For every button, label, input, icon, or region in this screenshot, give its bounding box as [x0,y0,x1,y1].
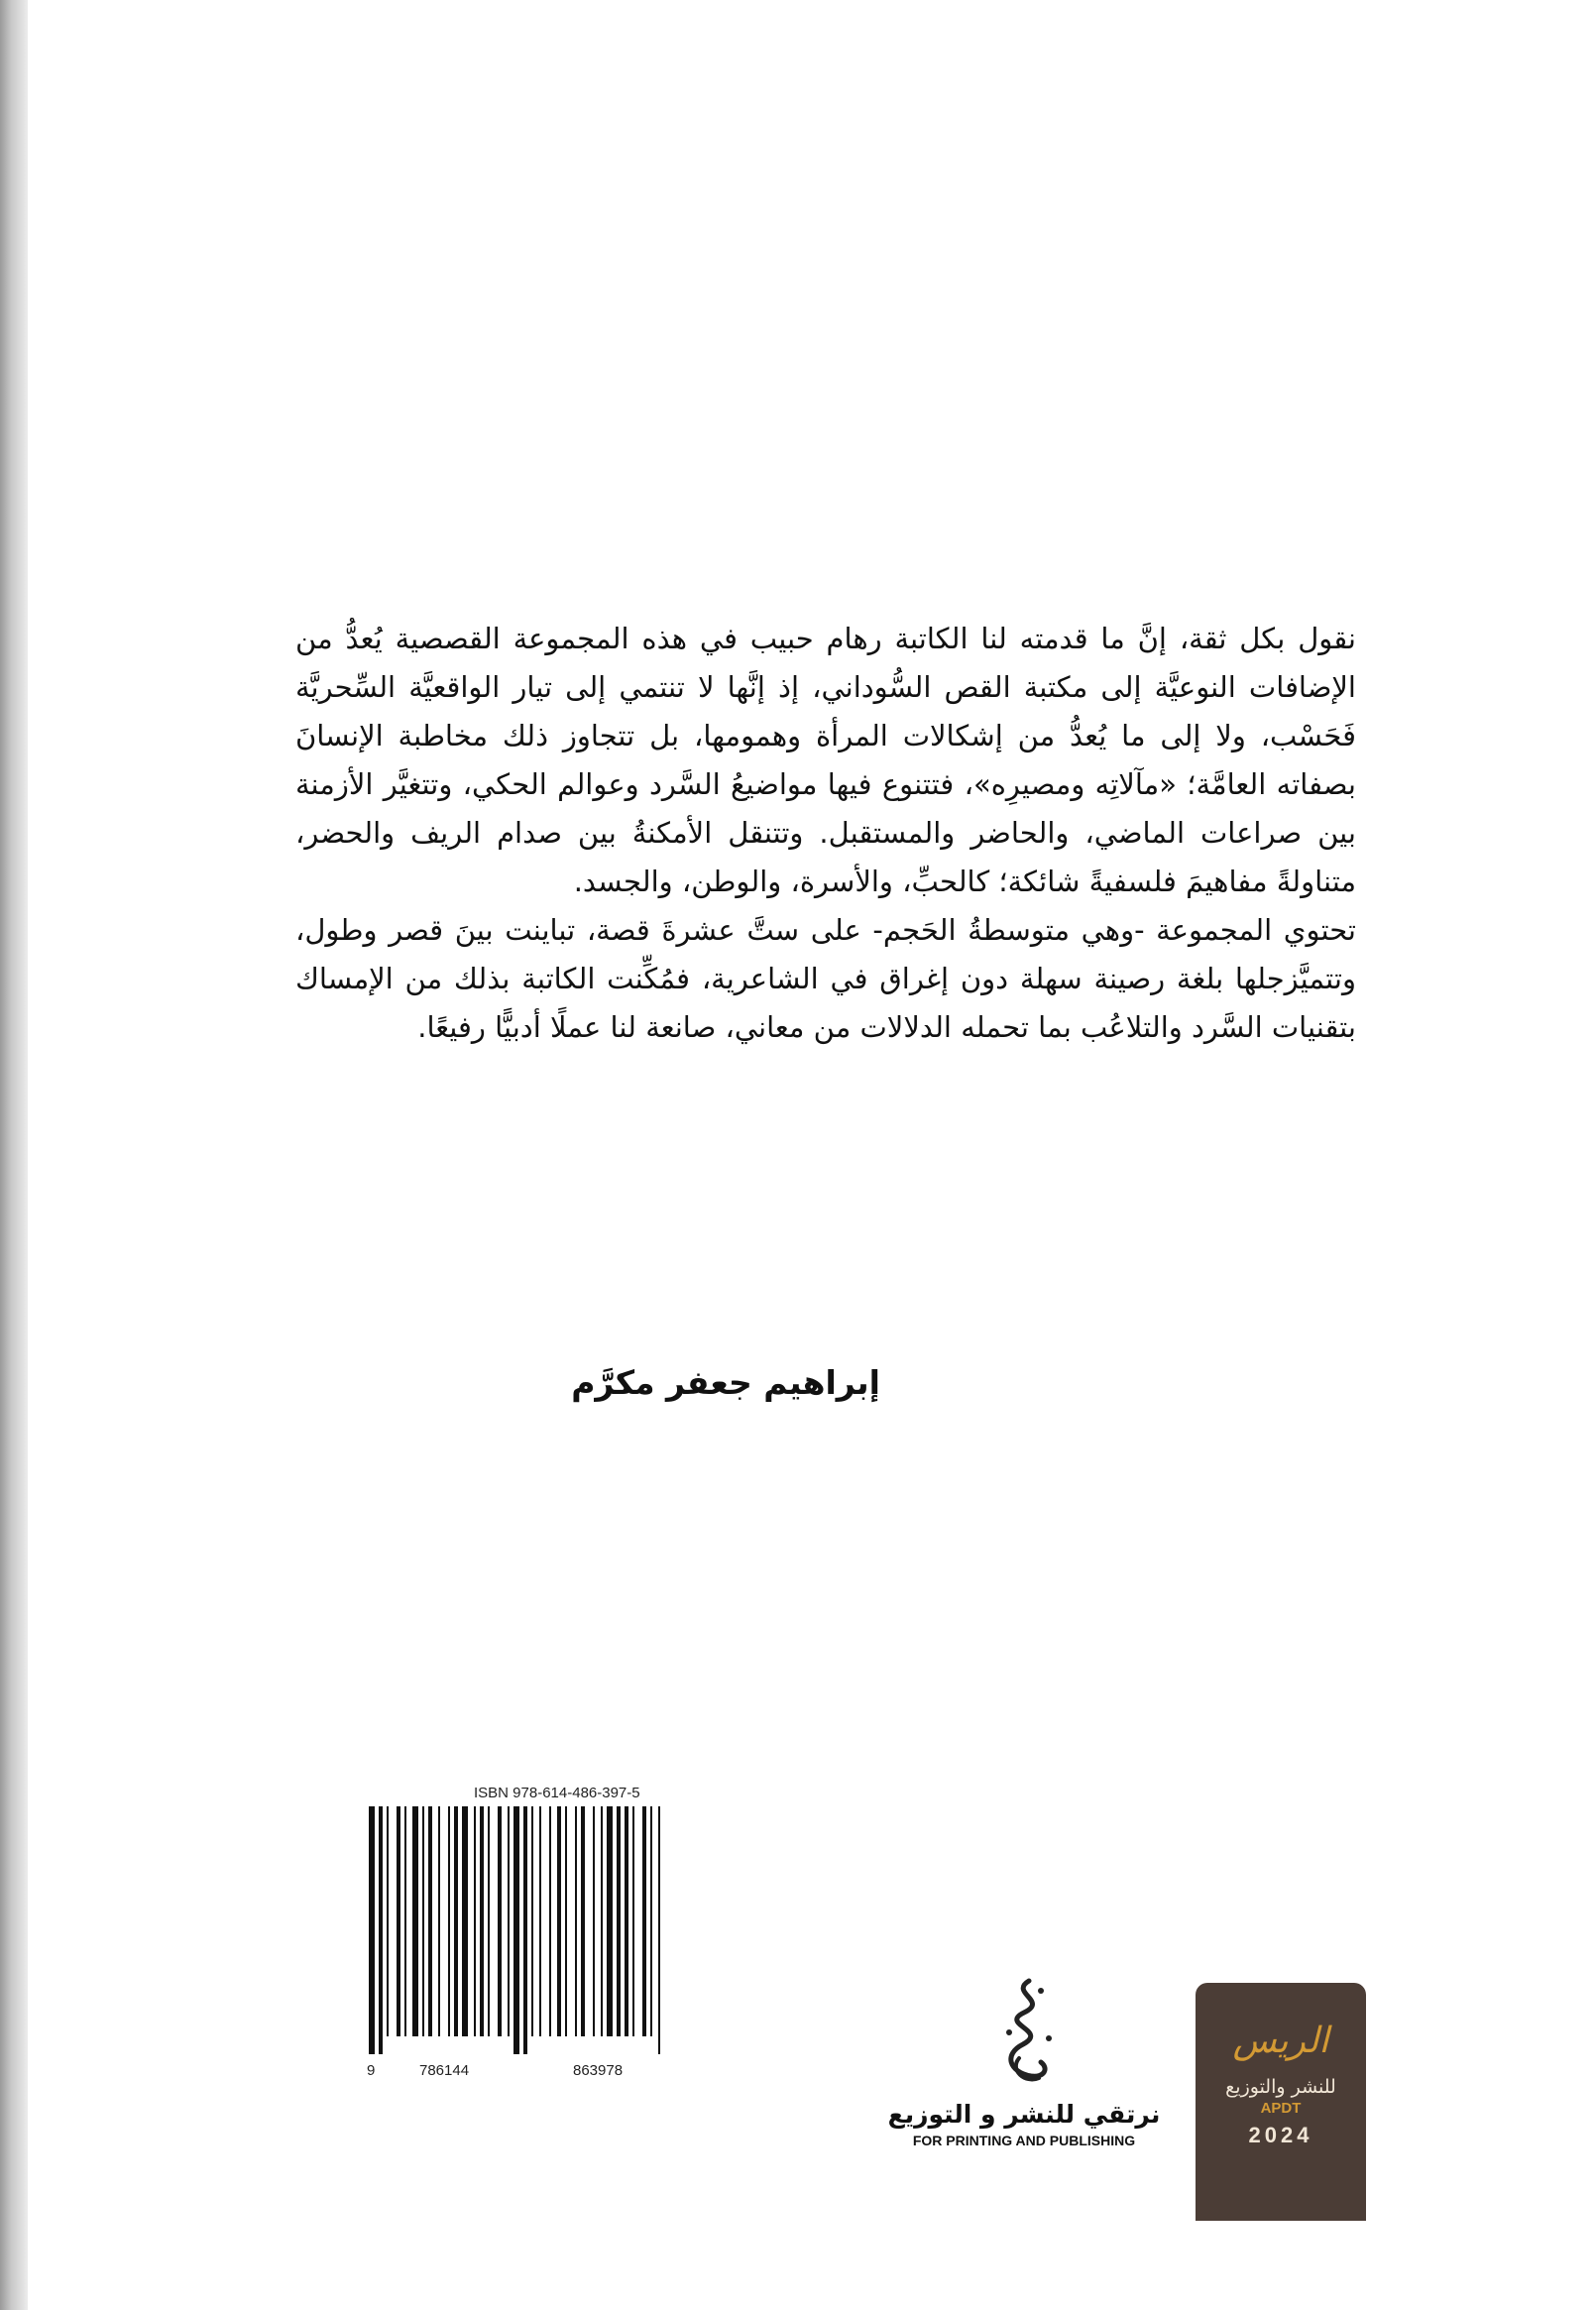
barcode-bar [480,1806,484,2036]
nartaqi-name-en: FOR PRINTING AND PUBLISHING [912,2133,1136,2148]
barcode-bar [412,1806,418,2036]
barcode-bar [448,1806,450,2036]
rais-abbr: APDT [1260,2100,1302,2117]
book-spine-shadow [0,0,28,2310]
isbn-label: ISBN 978-614-486-397-5 [474,1785,640,1801]
barcode-bar [575,1806,577,2036]
barcode-bar [513,1806,519,2054]
rais-name-ar: للنشر والتوزيع [1225,2076,1336,2098]
barcode-bar [557,1806,561,2036]
barcode-bar [593,1806,595,2036]
barcode-bar [617,1806,621,2036]
barcode-bar [428,1806,432,2036]
barcode-bar [369,1806,375,2054]
barcode-bar [498,1806,502,2036]
barcode-bar [488,1806,490,2036]
barcode-bar [454,1806,458,2036]
barcode-bar [404,1806,406,2036]
barcode-bar [474,1806,476,2036]
barcode-bar [422,1806,424,2036]
barcode-bar [462,1806,468,2036]
blurb-text [295,615,1356,1052]
barcode-bar [565,1806,567,2036]
barcode-bar [625,1806,628,2036]
barcode-digit-first: 9 [367,2062,376,2079]
barcode-bar [642,1806,646,2036]
barcode-bar [523,1806,527,2054]
barcode-bar [387,1806,389,2036]
barcode-bar [632,1806,634,2036]
barcode-bar [379,1806,383,2054]
barcode-bar [581,1806,585,2036]
rais-logo-icon [1221,2011,1340,2070]
barcode-bar [549,1806,551,2036]
barcode-bar [658,1806,660,2054]
barcode-digits-left: 786144 [419,2062,470,2079]
nartaqi-name-ar: نرتقي للنشر و التوزيع [887,2100,1161,2129]
rais-logo-text: الريس [1232,2021,1329,2061]
barcode-image [365,1806,722,2059]
blurb-paragraph-1: نقول بكل ثقة، إنَّ ما قدمته لنا الكاتبة رهام حبيب في هذه المجموعة القصصية يُعدُّ من الإضافات النوعيَّة إلى مكتبة القص السُّوداني، إذ إنَّها لا تنتمي إلى تيار الواقعيَّة السِّحريَّة فَحَسْب، ولا إلى ما يُعدُّ من إشكالات المرأة وهمومها، بل تتجاوز ذلك مخاطبة الإنسانَ بصفاته العامَّة؛ «مآلاتِه ومصيرِه»، فتتنوع فيها مواضيعُ السَّرد وعوالم الحكي، وتتغيَّر الأزمنة بين صراعات الماضي، والحاضر والمستقبل. وتتنقل الأمكنةُ بين صدام الريف والحضر، متناولةً مفاهيمَ فلسفيةً شائكة؛ كالحبِّ، والأسرة، والوطن، والجسد. [295,622,1356,898]
back-cover [28,0,1596,2310]
barcode-bar [438,1806,440,2036]
barcode-bar [397,1806,400,2036]
blurb-paragraph-2: تحتوي المجموعة -وهي متوسطةُ الحَجم- على ستَّ عشرةَ قصة، تباينت بينَ قصر وطول، وتتميَّزجلها بلغة رصينة سهلة دون إغراق في الشاعرية، فمُكِّنت الكاتبة بذلك من الإمساك بتقنيات السَّرد والتلاعُب بما تحمله الدلالات من معاني، صانعة لنا عملًا أدبيًّا رفيعًا. [295,913,1356,1044]
author-signature: إبراهيم جعفر مكرَّم [571,1363,880,1402]
publisher-nartaqi [880,1973,1168,2148]
barcode-bar [531,1806,533,2036]
barcode-bar [508,1806,510,2036]
barcode-bar [601,1806,603,2036]
barcode-digits-right: 863978 [573,2062,624,2079]
barcode-bar [539,1806,541,2036]
publisher-rais-badge [1196,1983,1366,2221]
rais-year: 2024 [1248,2123,1313,2147]
barcode-bar [650,1806,652,2036]
barcode-bar [607,1806,613,2036]
nartaqi-logo-icon [979,1973,1069,2092]
